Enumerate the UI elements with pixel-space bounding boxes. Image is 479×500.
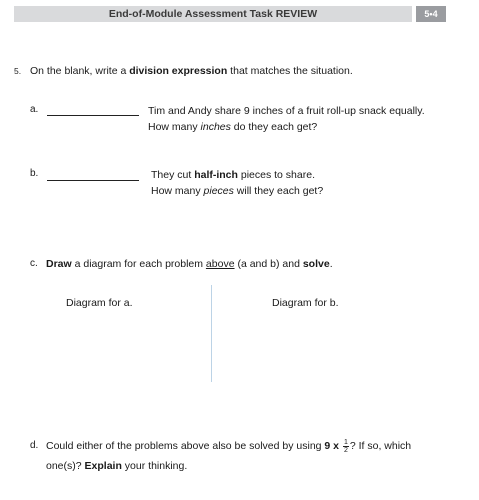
question-number: 5. [14, 66, 22, 76]
part-c-text1: a diagram for each problem [71, 258, 206, 270]
part-a-line2-start: How many [148, 121, 201, 133]
part-b-line1-bold: half-inch [194, 169, 238, 181]
part-c-text2: (a and b) and [234, 258, 303, 270]
part-a-line2-italic: inches [200, 121, 231, 133]
one-half-fraction [343, 439, 349, 454]
part-a-text [148, 103, 425, 135]
part-d-letter: d. [30, 440, 39, 451]
fraction-denominator: 2 [343, 446, 348, 454]
part-d-explain: Explain [84, 460, 122, 472]
part-d-line2-end: your thinking. [121, 460, 188, 472]
part-a-answer-blank[interactable] [47, 115, 139, 116]
part-d-text1: Could either of the problems above also be solved by using [46, 440, 325, 452]
part-c-text [46, 256, 333, 272]
part-b-line2-end: will they each get? [233, 185, 324, 197]
part-b-line1-start: They cut [151, 169, 195, 181]
prompt-start: On the blank, write a [30, 65, 130, 77]
diagram-divider [211, 285, 212, 382]
part-c-bold-draw: Draw [46, 258, 72, 270]
part-c-bold-solve: solve [302, 258, 330, 270]
part-b-line2-italic: pieces [203, 185, 234, 197]
part-a-letter: a. [30, 104, 39, 115]
diagram-b-label: Diagram for b. [272, 297, 339, 309]
prompt-bold: division expression [129, 65, 228, 77]
grade-badge: 5•4 [416, 6, 446, 22]
part-d-text2: ? If so, which [349, 440, 412, 452]
part-b-line1-end: pieces to share. [237, 169, 315, 181]
part-b-line2 [151, 183, 323, 199]
part-b-text [151, 167, 323, 199]
part-a-line2-end: do they each get? [230, 121, 318, 133]
part-a-line1: Tim and Andy share 9 inches of a fruit roll-up snack equally. [148, 105, 425, 117]
part-b-letter: b. [30, 168, 39, 179]
part-a-line2 [148, 119, 425, 135]
question-prompt [30, 65, 353, 77]
fraction-numerator: 1 [343, 438, 348, 446]
part-d-line2 [46, 458, 187, 474]
prompt-end: that matches the situation. [227, 65, 353, 77]
page-title: End-of-Module Assessment Task REVIEW [108, 8, 318, 20]
part-b-line1 [151, 167, 323, 183]
part-c-text3: . [329, 258, 333, 270]
part-d-expression: 9 x [324, 440, 340, 452]
diagram-a-label: Diagram for a. [66, 297, 133, 309]
part-d-line1 [46, 438, 411, 454]
part-d-line2-start: one(s)? [46, 460, 85, 472]
header-bar [14, 6, 412, 22]
part-c-letter: c. [30, 258, 38, 269]
part-b-line2-start: How many [151, 185, 204, 197]
part-b-answer-blank[interactable] [47, 180, 139, 181]
part-c-underlined: above [205, 258, 235, 270]
